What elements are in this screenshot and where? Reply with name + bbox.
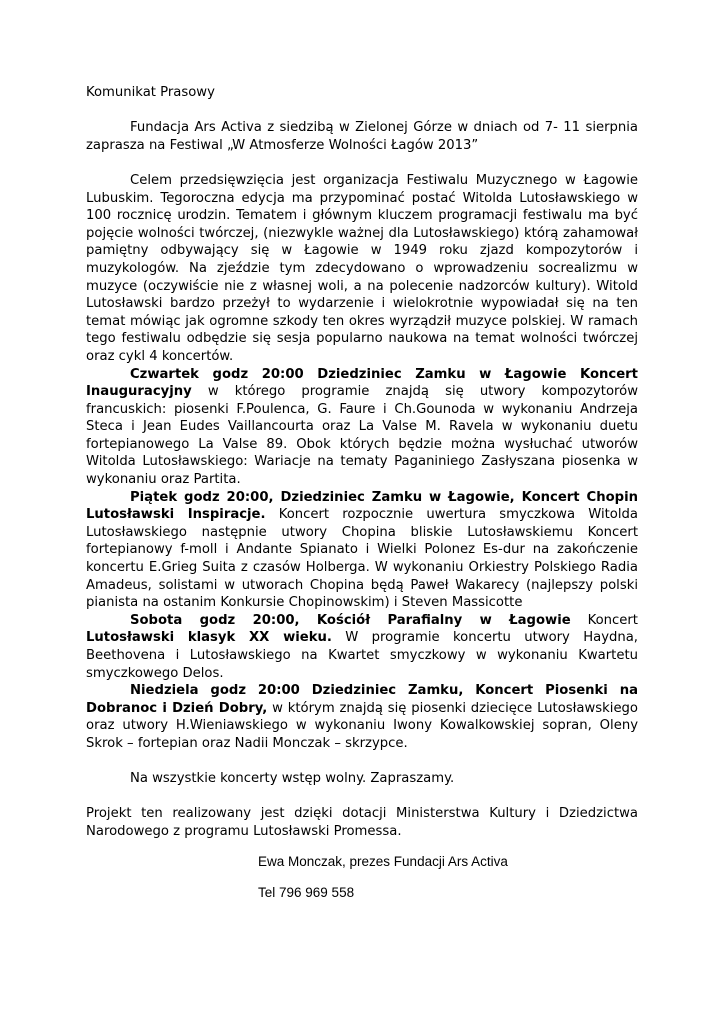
phone-number: Tel 796 969 558 [258,884,355,900]
concert-sunday-heading: Niedziela godz 20:00 Dziedziniec Zamku, Koncert Piosenki na Dobranoc i Dzień Dobry, [86,683,638,716]
concert-saturday-title: Lutosławski klasyk XX wieku. [86,630,332,646]
concert-thursday-heading: Czwartek godz 20:00 Dziedziniec Zamku w Łagowie Koncert Inauguracyjny [86,366,638,400]
concert-friday [86,489,638,612]
press-release-page [86,84,638,902]
free-entry-paragraph: Na wszystkie koncerty wstęp wolny. Zapraszamy. [130,771,455,787]
purpose-paragraph: Celem przedsięwzięcia jest organizacja Festiwalu Muzycznego w Łagowie Lubuskim. Tegoroczna edycja ma przypominać postać Witolda Lutosławskiego w 100 rocznicę urodzin. Tematem i głównym kluczem programacji festiwalu ma być pojęcie wolności twórczej, (niezwykle ważnej dla Lutosławskiego) którą zahamował pamiętny odbywający się w Łagowie w 1949 roku zjazd kompozytorów i muzykologów. Na zjeździe tym zdecydowano o wprowadzeniu socrealizmu w muzyce (oczywiście nie z własnej woli, a na polecenie nadzorców kultury). Witold Lutosławski bardzo przeżył to wydarzenie i wielokrotnie wypowiadał się na ten temat mówiąc jak ogromne szkody ten okres wyrządził muzyce polskiej. W ramach tego festiwalu odbędzie się sesja popularno naukowa na temat wolności twórczej oraz cykl 4 koncertów. [86,172,638,364]
concert-thursday [86,366,638,489]
concert-sunday-text: w którym znajdą się piosenki dziecięce Lutosławskiego oraz utwory H.Wieniawskiego w wykonaniu Iwony Kowalkowskiej sopran, Oleny Skrok – fortepian oraz Nadii Monczak – skrzypce. [86,700,638,751]
concert-friday-text: Koncert rozpocznie uwertura smyczkowa Witolda Lutosławskiego następnie utwory Chopina bliskie Lutosławskiemu Koncert fortepianowy f-moll i Andante Spianato i Wielki Polonez Es-dur na zakończenie koncertu E.Grieg Suita z czasów Holberga. W wykonaniu Orkiestry Polskiego Radia Amadeus, solistami w utworach Chopina będą Paweł Wakarecy (najlepszy polski pianista na ostanim Konkursie Chopinowskim) i Steven Massicotte [86,507,638,611]
concert-friday-heading: Piątek godz 20:00, Dziedziniec Zamku w Łagowie, Koncert Chopin Lutosławski Inspiracje. [86,489,638,523]
concert-saturday-text: W programie koncertu utwory Haydna, Beethovena i Lutosławskiego na Kwartet smyczkowy w wykonaniu Kwartetu smyczkowego Delos. [86,630,639,681]
funding-paragraph: Projekt ten realizowany jest dzięki dotacji Ministerstwa Kultury i Dziedzictwa Narodowego z programu Lutosławski Promessa. [86,806,638,839]
concert-saturday-middle: Koncert [570,612,638,628]
document-heading: Komunikat Prasowy [86,85,215,100]
concert-sunday [86,682,638,752]
concert-saturday [86,612,638,682]
concert-thursday-text: w którego programie znajdą się utwory kompozytorów francuskich: piosenki F.Poulenca, G. Faure i Ch.Gounoda w wykonaniu Andrzeja Steca i Jean Eudes Vaillancourta oraz La Valse M. Ravela w wykonaniu duetu fortepianowego La Valse 89. Obok których będzie można wysłuchać utworów Witolda Lutosławskiego: Wariacje na tematy Paganiniego Zasłyszana piosenka w wykonaniu oraz Partita. [86,384,638,488]
concert-saturday-heading: Sobota godz 20:00, Kościół Parafialny w Łagowie [130,612,571,628]
signature: Ewa Monczak, prezes Fundacji Ars Activa [258,853,508,869]
intro-paragraph: Fundacja Ars Activa z siedzibą w Zielonej Górze w dniach od 7- 11 sierpnia zaprasza na Festiwal „W Atmosferze Wolności Łagów 2013” [86,120,638,153]
